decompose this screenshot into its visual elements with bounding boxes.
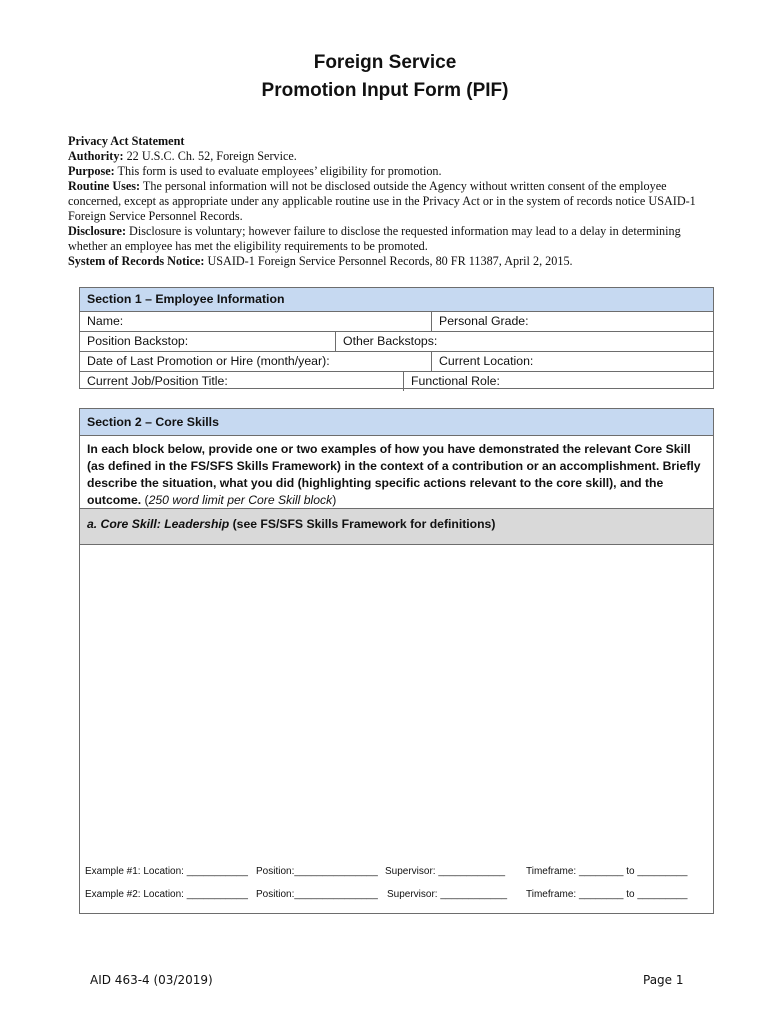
section2-heading: Section 2 – Core Skills <box>80 409 713 436</box>
form-id: AID 463-4 (03/2019) <box>90 973 213 987</box>
example1-timeframe[interactable]: Timeframe: ________ to _________ <box>526 866 688 877</box>
leadership-skill-header <box>80 509 713 545</box>
row-backstop <box>80 332 713 352</box>
instructions-open: ( <box>141 493 149 507</box>
form-title-line2: Promotion Input Form (PIF) <box>261 80 509 101</box>
authority-label: Authority: <box>68 149 124 163</box>
purpose-label: Purpose: <box>68 164 115 178</box>
sorn-label: System of Records Notice: <box>68 254 205 268</box>
section1-heading: Section 1 – Employee Information <box>80 288 713 312</box>
core-skills-instructions <box>80 436 713 509</box>
leadership-skill-label: a. Core Skill: Leadership <box>87 517 230 531</box>
disclosure-label: Disclosure: <box>68 224 126 238</box>
purpose-text: This form is used to evaluate employees’ eligibility for promotion. <box>114 164 442 178</box>
routine-uses-text: The personal information will not be disclosed outside the Agency without written consent of the employee concerned, except as appropriate under any applicable routine use in the Privacy Act or in the system of records notice USAID-1 Foreign Service Personnel Records. <box>68 179 696 223</box>
example1-position[interactable]: Position:_______________ <box>256 866 378 877</box>
name-field[interactable]: Name: <box>87 314 124 328</box>
row-name <box>80 312 713 332</box>
sorn-text: USAID-1 Foreign Service Personnel Records, 80 FR 11387, April 2, 2015. <box>204 254 573 268</box>
example2-position[interactable]: Position:_______________ <box>256 889 378 900</box>
other-backstops-field[interactable]: Other Backstops: <box>335 332 713 351</box>
section2-core-skills <box>79 408 714 914</box>
authority-text: 22 U.S.C. Ch. 52, Foreign Service. <box>123 149 297 163</box>
current-job-field[interactable]: Current Job/Position Title: <box>87 374 228 388</box>
functional-role-field[interactable]: Functional Role: <box>403 372 713 391</box>
skill-framework-note: (see FS/SFS Skills Framework for definitions) <box>229 517 496 531</box>
form-title-line1: Foreign Service <box>313 52 457 73</box>
row-promotion <box>80 352 713 372</box>
privacy-heading: Privacy Act Statement <box>68 134 185 148</box>
position-backstop-field[interactable]: Position Backstop: <box>87 334 189 348</box>
row-job <box>80 372 713 391</box>
leadership-answer-area[interactable] <box>80 545 713 825</box>
instructions-close: ) <box>332 493 337 507</box>
page-number: Page 1 <box>643 973 684 987</box>
current-location-field[interactable]: Current Location: <box>431 352 713 371</box>
instructions-text: In each block below, provide one or two examples of how you have demonstrated the relevant Core Skill (as defined in the FS/SFS Skills Framework) in the context of a contribution or an accomplishment. Briefly describe the situation, what you did (highlighting specific actions relevant to the core skill), and the outcome. <box>87 442 701 507</box>
privacy-act-statement <box>68 134 708 269</box>
disclosure-text: Disclosure is voluntary; however failure to disclose the requested information may lead to a delay in determining whether an employee has met the eligibility requirements to be promoted. <box>68 224 681 253</box>
example2-timeframe[interactable]: Timeframe: ________ to _________ <box>526 889 688 900</box>
section1-employee-information <box>79 287 714 389</box>
date-last-promotion-field[interactable]: Date of Last Promotion or Hire (month/year): <box>87 354 330 368</box>
routine-uses-label: Routine Uses: <box>68 179 141 193</box>
example1-supervisor[interactable]: Supervisor: ____________ <box>385 866 506 877</box>
personal-grade-field[interactable]: Personal Grade: <box>431 312 713 331</box>
example1-location[interactable]: Example #1: Location: ___________ <box>85 866 248 877</box>
example2-location[interactable]: Example #2: Location: ___________ <box>85 889 248 900</box>
example2-supervisor[interactable]: Supervisor: ____________ <box>387 889 508 900</box>
word-limit-note: 250 word limit per Core Skill block <box>148 493 333 507</box>
